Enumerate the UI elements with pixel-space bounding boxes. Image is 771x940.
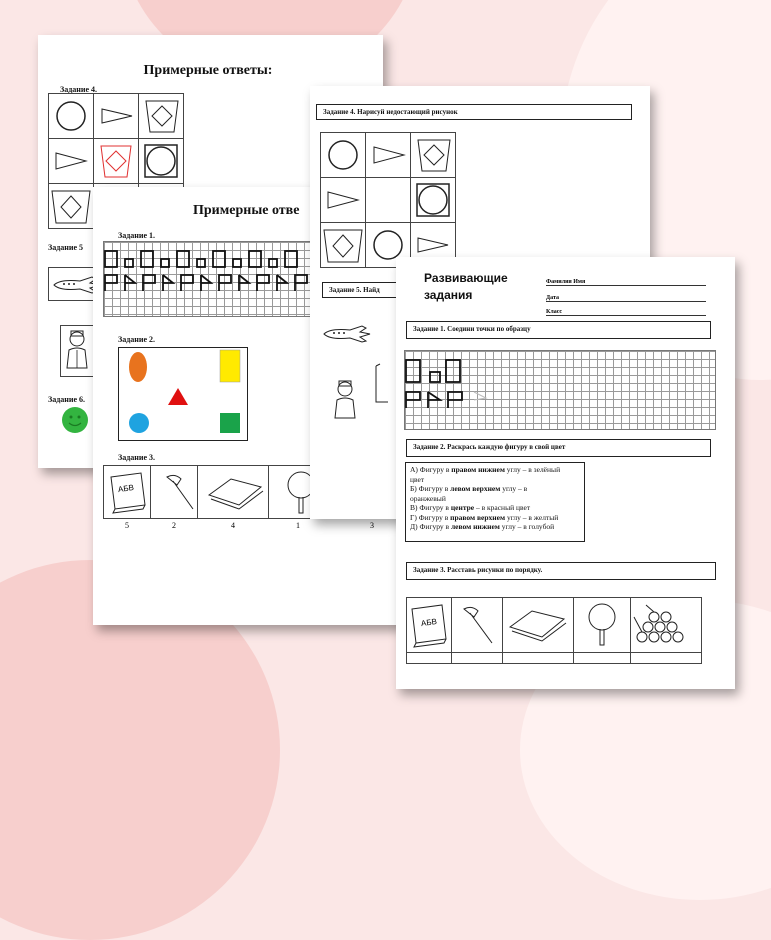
papers-icon: [209, 479, 263, 509]
task-3-label: Задание 3.: [118, 453, 156, 462]
task-2-header: Задание 2. Раскрась каждую фигуру в свой цвет: [406, 439, 711, 457]
yellow-rectangle-icon: [220, 350, 240, 382]
instruction-line: Г) Фигуру в правом верхнем углу – в желтый: [410, 512, 559, 522]
triangle-icon: [102, 109, 132, 123]
shapes-grid-drawing: [310, 86, 650, 286]
instruction-line: цвет: [410, 474, 425, 484]
task-5-label: Задание 5: [48, 243, 84, 252]
triangle-icon: [328, 192, 358, 208]
instruction-line: Д) Фигуру в левом нижнем углу – в голубой: [410, 522, 555, 531]
diamond-icon: [424, 145, 444, 165]
axe-icon: [167, 475, 193, 509]
blue-circle-icon: [129, 413, 149, 433]
instructions-box: [405, 462, 585, 542]
instruction-line: А) Фигуру в правом нижнем углу – в зелёный: [410, 465, 561, 474]
green-square-icon: [220, 413, 240, 433]
order-pictures: [103, 465, 343, 519]
answer-cell[interactable]: [406, 652, 452, 664]
triangle-icon: [374, 147, 404, 163]
task-1-pattern: [103, 241, 313, 317]
task-4-label: Задание 4.: [60, 85, 98, 94]
instruction-line: оранжевый: [410, 493, 446, 503]
task-4-header: Задание 4. Нарисуй недостающий рисунок: [316, 104, 632, 120]
colored-shapes: [118, 347, 248, 441]
task-1-header: Задание 1. Соедини точки по образцу: [406, 321, 711, 339]
square-icon: [417, 184, 449, 216]
circle-icon: [374, 231, 402, 259]
answer-cell[interactable]: [630, 652, 702, 664]
doctor-icon: [62, 328, 92, 374]
circle-icon: [57, 102, 85, 130]
answer-cell[interactable]: [502, 652, 574, 664]
page-title-line-1: Развивающие: [424, 271, 508, 285]
answer-cell[interactable]: [451, 652, 503, 664]
diamond-red-icon: [106, 151, 126, 171]
book-letters: АБВ: [420, 616, 438, 629]
easel-icon: [372, 362, 392, 412]
task-6-label: Задание 6.: [48, 395, 86, 404]
circle-icon: [419, 186, 447, 214]
task-1-pattern: [404, 350, 716, 430]
firewood-icon: [634, 605, 683, 642]
circle-icon: [147, 147, 175, 175]
order-number: 4: [231, 521, 235, 530]
instruction-line: Б) Фигуру в левом верхнем углу – в: [410, 484, 528, 493]
date-field[interactable]: Дата: [546, 295, 706, 302]
instruction-line: В) Фигуру в центре – в красный цвет: [410, 503, 531, 512]
page-title-line-2: задания: [424, 288, 473, 302]
answer-cell[interactable]: [573, 652, 631, 664]
name-field[interactable]: Фамилия Имя: [546, 279, 706, 286]
order-number: 3: [370, 521, 374, 530]
triangle-icon: [418, 238, 448, 252]
order-pictures: [406, 597, 706, 653]
page-title: Примерные отве: [193, 203, 300, 218]
order-number: 2: [172, 521, 176, 530]
tree-icon: [589, 604, 615, 630]
page-title: Примерные ответы:: [143, 63, 273, 78]
green-ball-icon: [60, 405, 90, 435]
diamond-icon: [333, 235, 353, 257]
order-number: 5: [125, 521, 129, 530]
square-icon: [145, 145, 177, 177]
triangle-icon: [56, 153, 86, 169]
red-triangle-icon: [168, 388, 188, 405]
diamond-icon: [61, 196, 81, 218]
orange-oval-icon: [129, 352, 147, 382]
order-number: 1: [296, 521, 300, 530]
task-5-header: Задание 5. Найд: [322, 282, 442, 298]
task-2-label: Задание 2.: [118, 335, 156, 344]
task-1-label: Задание 1.: [118, 231, 156, 240]
doctor-icon: [330, 378, 360, 424]
tasks-page-front: [396, 257, 735, 689]
task-3-header: Задание 3. Расставь рисунки по порядку.: [406, 562, 716, 580]
axe-icon: [464, 607, 492, 643]
book-letters: АБВ: [117, 482, 135, 495]
class-field[interactable]: Класс: [546, 309, 706, 316]
diamond-icon: [152, 106, 172, 126]
airplane-icon: [320, 322, 374, 346]
papers-icon: [510, 611, 566, 641]
circle-icon: [329, 141, 357, 169]
